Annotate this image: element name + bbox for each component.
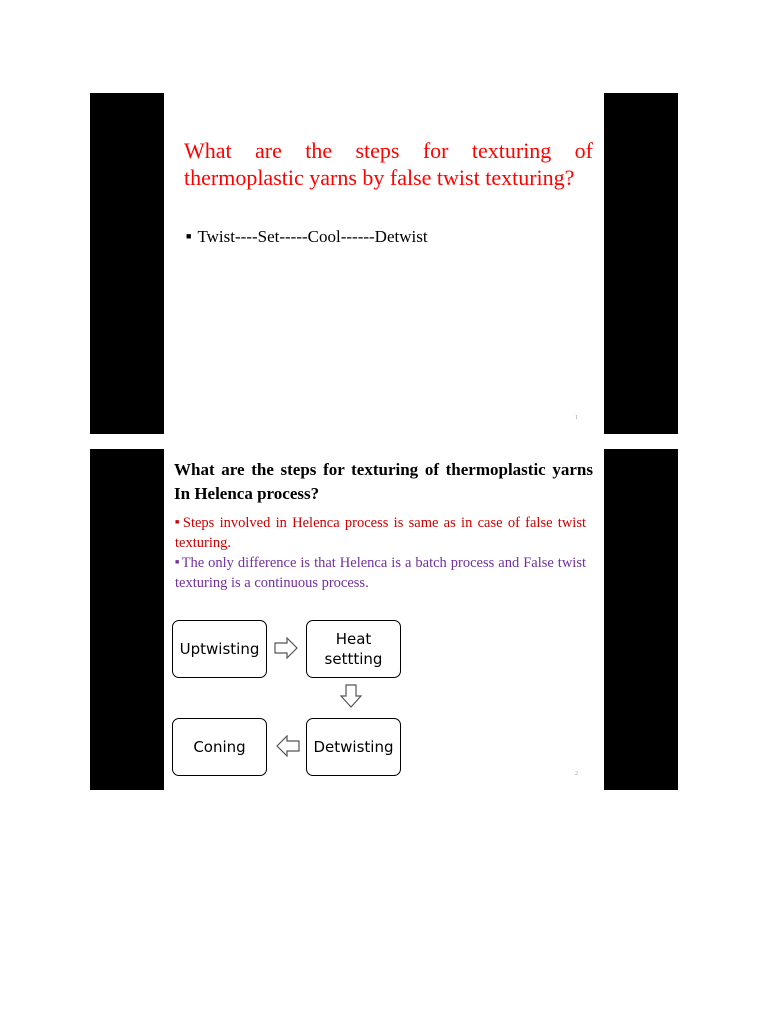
flow-label-uptwisting: Uptwisting <box>179 640 260 658</box>
outline-arrow-right-icon <box>274 637 298 659</box>
slide-2-bullet-2 <box>175 552 586 593</box>
slide-2-title: What are the steps for texturing of thermoplastic yarns In Helenca process? <box>174 460 593 503</box>
flow-box-detwisting <box>306 718 401 776</box>
slide-2-frame <box>90 449 678 790</box>
slide-1-frame <box>90 93 678 434</box>
slide-1-title: What are the steps for texturing of thermoplastic yarns by false twist texturing? <box>184 138 593 190</box>
flow-label-coning: Coning <box>193 738 246 756</box>
slide-1-bullet-text: Twist----Set-----Cool------Detwist <box>197 227 428 246</box>
outline-arrow-down-icon <box>340 684 362 708</box>
flow-label-heat-setting-line-1: Heat <box>335 630 372 648</box>
slide-2-number: 2 <box>575 771 578 777</box>
flow-label-heat-setting-line-2: settting <box>324 650 383 668</box>
slide-2-bullet-1-text: Steps involved in Helenca process is same as in case of false twist texturing. <box>175 515 587 551</box>
bullet-square-icon: ■ <box>186 231 192 241</box>
slide-2 <box>164 449 604 790</box>
flow-box-uptwisting <box>172 620 267 678</box>
bullet-square-icon: ■ <box>175 558 180 566</box>
slide-1-bullet <box>186 227 428 247</box>
slide-2-bullet-1 <box>175 512 586 553</box>
slide-2-bullet-2-text: The only difference is that Helenca is a batch process and False twist texturing is a continuous process. <box>175 555 586 591</box>
flow-label-heat-setting <box>325 629 383 669</box>
flow-box-heat-setting <box>306 620 401 678</box>
flow-box-coning <box>172 718 267 776</box>
bullet-square-icon: ■ <box>175 518 181 526</box>
outline-arrow-left-icon <box>276 735 300 757</box>
slide-1 <box>164 93 604 434</box>
slide-1-number: 1 <box>575 415 578 421</box>
flow-label-detwisting: Detwisting <box>313 738 394 756</box>
